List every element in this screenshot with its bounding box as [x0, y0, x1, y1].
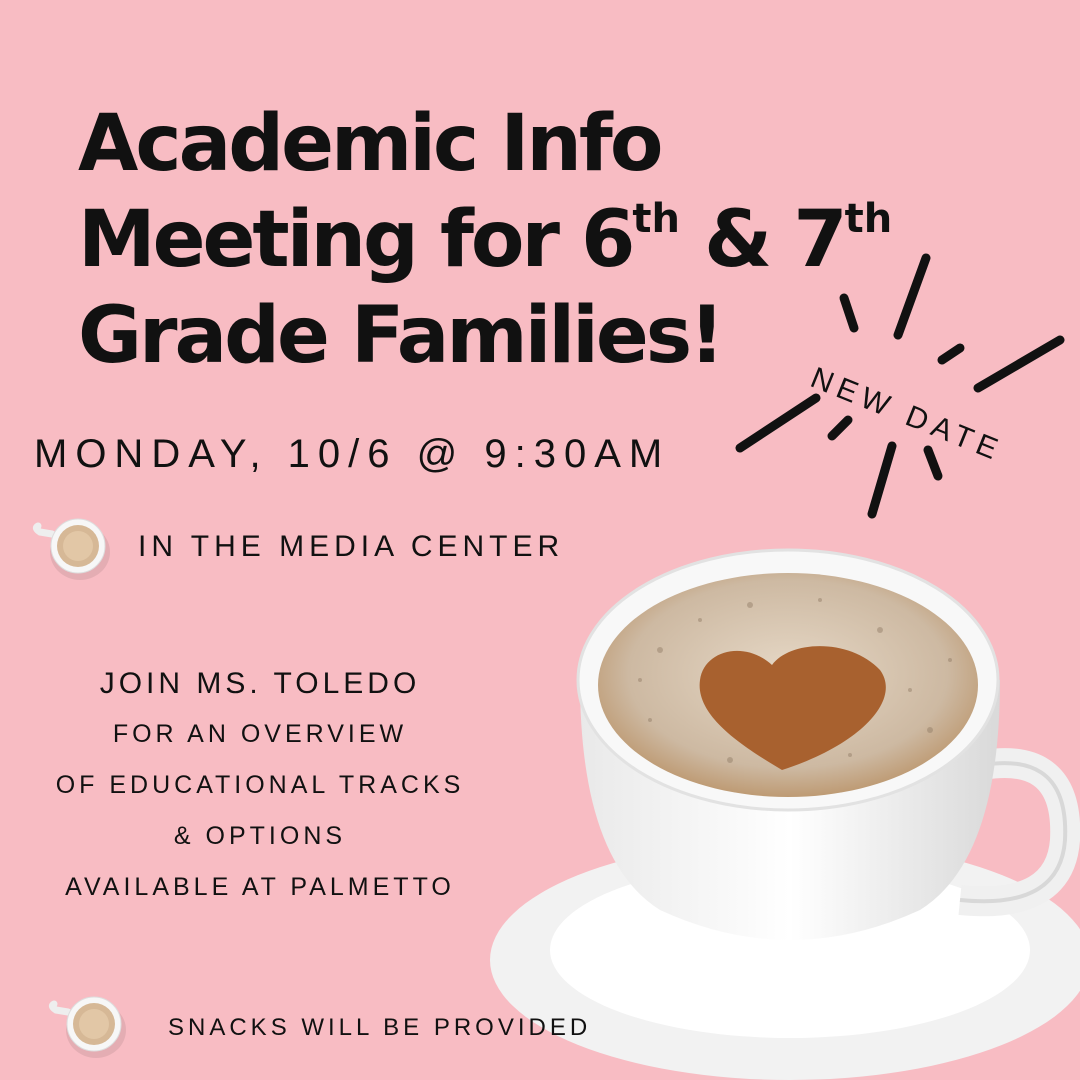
event-description — [50, 658, 470, 913]
title-line-3: Grade Families! — [78, 291, 722, 381]
title-ordinal-1: th — [632, 196, 680, 242]
event-date-time: MONDAY, 10/6 @ 9:30AM — [34, 432, 671, 476]
title-line-1: Academic Info — [78, 99, 661, 189]
snacks-note: SNACKS WILL BE PROVIDED — [168, 1014, 592, 1041]
title-line-2a: Meeting for 6 — [78, 195, 633, 285]
title-line-2b: & 7 — [680, 195, 845, 285]
new-date-badge: NEW DATE — [806, 361, 1008, 469]
description-line-1: JOIN MS. TOLEDO — [99, 667, 421, 700]
description-line-4: & OPTIONS — [173, 822, 347, 850]
latte-heart-cup-image — [490, 540, 1080, 1080]
description-line-3: OF EDUCATIONAL TRACKS — [55, 771, 465, 799]
title-ordinal-2: th — [844, 196, 893, 242]
description-line-5: AVAILABLE AT PALMETTO — [65, 873, 455, 901]
event-location: IN THE MEDIA CENTER — [138, 530, 565, 563]
description-line-2: FOR AN OVERVIEW — [112, 720, 408, 748]
sparkle-burst-icon — [720, 240, 1080, 540]
coffee-cup-icon — [48, 990, 132, 1062]
coffee-cup-icon — [32, 512, 116, 584]
